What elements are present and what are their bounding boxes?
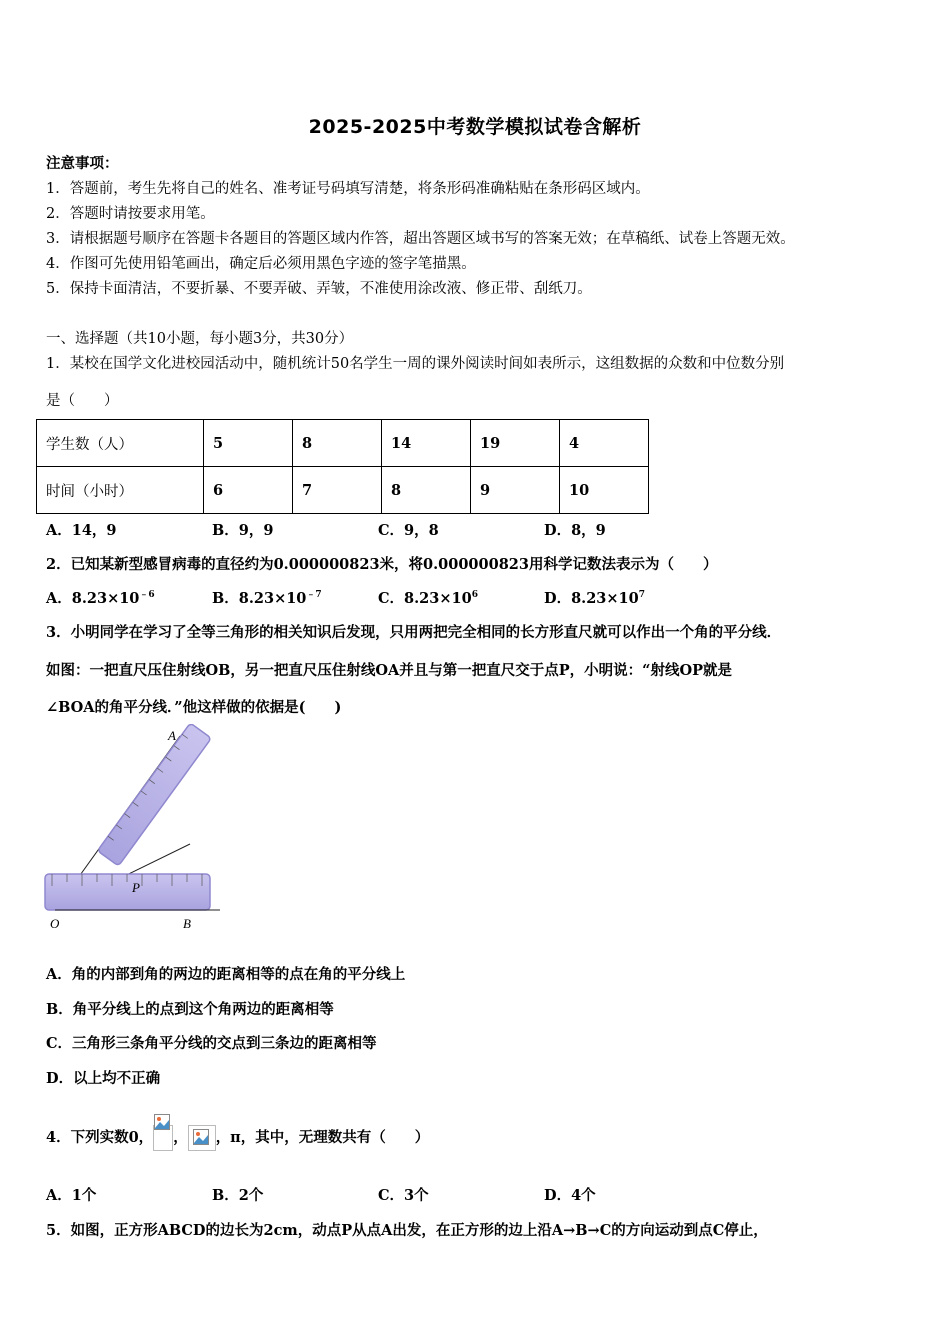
notice-item: 3．请根据题号顺序在答题卡各题目的答题区域内作答，超出答题区域书写的答案无效；在草稿纸、试卷上答题无效。 <box>46 231 795 247</box>
label-a: A <box>168 728 176 743</box>
option-label: A．8.23×10 <box>46 590 140 607</box>
option-exponent: ﹣6 <box>139 590 155 600</box>
option-a: A．14，9 <box>46 522 117 539</box>
question-1-text: 1．某校在国学文化进校园活动中，随机统计50名学生一周的课外阅读时间如表所示，这组数据的众数和中位数分别 <box>46 356 785 372</box>
notice-item: 5．保持卡面清洁，不要折暴、不要弄破、弄皱，不准使用涂改液、修正带、刮纸刀。 <box>46 281 592 297</box>
question-1-text-cont: 是（ ） <box>46 393 119 409</box>
notice-item: 2．答题时请按要求用笔。 <box>46 206 215 222</box>
notice-heading: 注意事项： <box>46 155 119 172</box>
option-a <box>46 587 212 608</box>
option-c: C．3个 <box>378 1187 429 1204</box>
notice-item: 4．作图可先使用铅笔画出，确定后必须用黑色字迹的签字笔描黑。 <box>46 256 476 272</box>
notice-item: 1．答题前，考生先将自己的姓名、准考证号码填写清楚，将条形码准确粘贴在条形码区域内。 <box>46 181 650 197</box>
label-o: O <box>50 916 60 931</box>
table-cell: 学生数（人） <box>37 420 204 467</box>
question-1-table <box>36 419 649 514</box>
table-cell: 19 <box>471 420 560 467</box>
table-cell: 8 <box>293 420 382 467</box>
table-cell: 7 <box>293 467 382 514</box>
label-b: B <box>183 916 191 931</box>
question-3-text-cont: ∠BOA的角平分线．”他这样做的依据是( ) <box>46 699 342 716</box>
broken-image-icon <box>188 1125 216 1151</box>
table-cell: 时间（小时） <box>37 467 204 514</box>
image-icon <box>154 1114 170 1130</box>
option-exponent: 7 <box>638 590 645 600</box>
option-label: D．8.23×10 <box>544 590 639 607</box>
question-4-text <box>46 1125 429 1151</box>
option-c <box>378 587 544 608</box>
question-5-text: 5．如图，正方形ABCD的边长为2cm，动点P从点A出发，在正方形的边上沿A→B→C的方向运动到点C停止， <box>46 1222 768 1239</box>
question-3-option-b: B．角平分线上的点到这个角两边的距离相等 <box>46 1001 334 1018</box>
option-c: C．9，8 <box>378 522 439 539</box>
section-heading: 一、选择题（共10小题，每小题3分，共30分） <box>46 331 354 347</box>
ruler-angle-figure <box>40 724 230 934</box>
table-cell: 6 <box>204 467 293 514</box>
table-cell: 10 <box>560 467 649 514</box>
table-cell: 8 <box>382 467 471 514</box>
option-b <box>212 587 378 608</box>
option-a: A．1个 <box>46 1187 97 1204</box>
question-3-option-c: C．三角形三条角平分线的交点到三条边的距离相等 <box>46 1035 377 1052</box>
question-2-text: 2．已知某新型感冒病毒的直径约为0.000000823米，将0.000000823用科学记数法表示为（ ） <box>46 556 718 573</box>
option-label: B．8.23×10 <box>212 590 307 607</box>
question-1-options <box>46 519 710 540</box>
option-exponent: 6 <box>471 590 478 600</box>
question-2-options <box>46 587 710 608</box>
table-cell: 9 <box>471 467 560 514</box>
option-d <box>544 587 710 608</box>
image-icon <box>193 1129 209 1145</box>
question-3-option-a: A．角的内部到角的两边的距离相等的点在角的平分线上 <box>46 966 406 983</box>
question-3-text-cont: 如图：一把直尺压住射线OB，另一把直尺压住射线OA并且与第一把直尺交于点P，小明说：“射线OP就是 <box>46 662 733 679</box>
table-cell: 5 <box>204 420 293 467</box>
table-row <box>37 420 649 467</box>
option-d: D．8，9 <box>544 522 606 539</box>
table-row <box>37 467 649 514</box>
broken-image-icon <box>153 1125 173 1151</box>
question-4-options <box>46 1184 710 1205</box>
page-title: 2025-2025中考数学模拟试卷含解析 <box>308 116 642 138</box>
table-cell: 14 <box>382 420 471 467</box>
option-d: D．4个 <box>544 1187 596 1204</box>
horizontal-ruler <box>45 874 210 910</box>
table-cell: 4 <box>560 420 649 467</box>
question-4-prefix: 4．下列实数0， <box>46 1129 154 1146</box>
question-3-text: 3．小明同学在学习了全等三角形的相关知识后发现，只用两把完全相同的长方形直尺就可以作出一个角的平分线． <box>46 624 782 641</box>
option-label: C．8.23×10 <box>378 590 472 607</box>
question-3-option-d: D．以上均不正确 <box>46 1070 161 1087</box>
option-exponent: ﹣7 <box>306 590 322 600</box>
label-p: P <box>132 880 140 895</box>
slanted-ruler <box>97 724 211 866</box>
option-b: B．9，9 <box>212 522 274 539</box>
question-4-suffix: ，π，其中，无理数共有（ ） <box>215 1129 430 1146</box>
option-b: B．2个 <box>212 1187 264 1204</box>
question-4-comma: ， <box>173 1129 188 1146</box>
